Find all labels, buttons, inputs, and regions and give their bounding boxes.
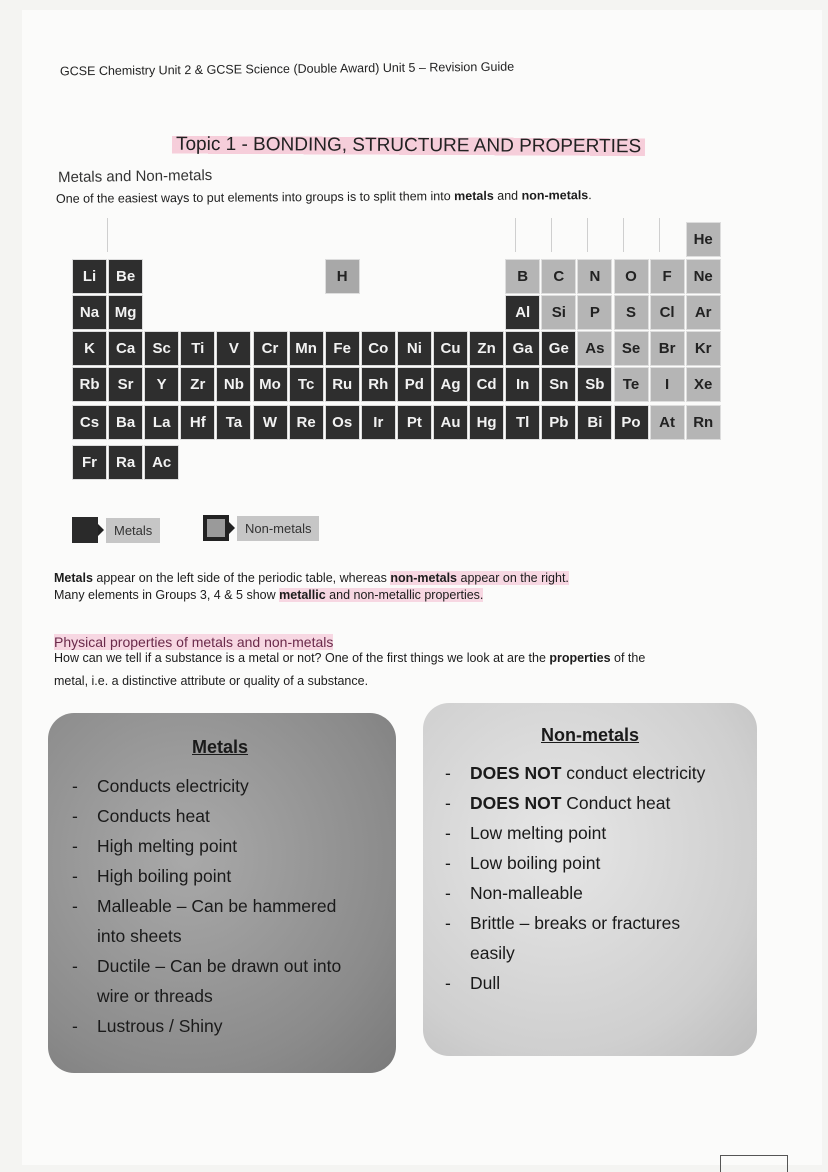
- element-cell-rn: Rn: [686, 405, 721, 440]
- element-cell-os: Os: [325, 405, 360, 440]
- list-item: - High melting point: [72, 831, 341, 861]
- element-cell-sb: Sb: [577, 367, 612, 402]
- item-text: conduct electricity: [561, 763, 706, 783]
- item-text: Conduct heat: [561, 793, 671, 813]
- element-cell-k: K: [72, 331, 107, 366]
- element-cell-i: I: [650, 367, 685, 402]
- element-cell-re: Re: [289, 405, 324, 440]
- list-item: - Dull: [445, 968, 705, 998]
- arrow-icon: [229, 522, 235, 534]
- grid-line: [551, 218, 552, 252]
- element-cell-ti: Ti: [180, 331, 215, 366]
- summary-bold: non-metals: [390, 571, 458, 585]
- list-item-continuation: easily: [470, 943, 515, 963]
- list-item: - Non-malleable: [445, 878, 705, 908]
- summary-text: appear on the right.: [457, 571, 569, 585]
- summary-text: appear on the left side of the periodic table, whereas: [92, 571, 391, 585]
- element-cell-cd: Cd: [469, 367, 504, 402]
- element-cell-cs: Cs: [72, 405, 107, 440]
- element-cell-zr: Zr: [180, 367, 215, 402]
- element-cell-na: Na: [72, 295, 107, 330]
- arrow-icon: [98, 524, 104, 536]
- list-item-continuation: into sheets: [97, 926, 182, 946]
- legend-label-metals: Metals: [106, 518, 160, 543]
- list-item: - Low boiling point: [445, 848, 705, 878]
- summary-highlight: [279, 588, 483, 602]
- physical-properties-heading: Physical properties of metals and non-metals: [54, 634, 334, 650]
- element-cell-se: Se: [614, 331, 649, 366]
- element-cell-cl: Cl: [650, 295, 685, 330]
- element-cell-sc: Sc: [144, 331, 179, 366]
- element-cell-ca: Ca: [108, 331, 143, 366]
- element-cell-ta: Ta: [216, 405, 251, 440]
- element-cell-cr: Cr: [253, 331, 288, 366]
- list-item: - Conducts heat: [72, 801, 341, 831]
- element-cell-mo: Mo: [253, 367, 288, 402]
- element-cell-s: S: [614, 295, 649, 330]
- element-cell-ba: Ba: [108, 405, 143, 440]
- list-item: - Malleable – Can be hammered: [72, 891, 341, 921]
- section-heading-physical-properties: [54, 634, 333, 650]
- element-cell-sr: Sr: [108, 367, 143, 402]
- element-cell-si: Si: [541, 295, 576, 330]
- grid-line: [107, 218, 108, 252]
- element-cell-h: H: [325, 259, 360, 294]
- summary-text: Many elements in Groups 3, 4 & 5 show: [54, 588, 280, 602]
- running-header: GCSE Chemistry Unit 2 & GCSE Science (Double Award) Unit 5 – Revision Guide: [59, 59, 515, 79]
- element-cell-f: F: [650, 259, 685, 294]
- legend-label-nonmetals: Non-metals: [237, 516, 319, 541]
- metals-card-title: Metals: [192, 737, 249, 757]
- element-cell-au: Au: [433, 405, 468, 440]
- grid-line: [659, 218, 660, 252]
- element-cell-br: Br: [650, 331, 685, 366]
- element-cell-ar: Ar: [686, 295, 721, 330]
- element-cell-ac: Ac: [144, 445, 179, 480]
- para-bold: properties: [549, 651, 611, 665]
- element-cell-v: V: [216, 331, 251, 366]
- element-cell-be: Be: [108, 259, 143, 294]
- element-cell-pd: Pd: [397, 367, 432, 402]
- element-cell-ni: Ni: [397, 331, 432, 366]
- element-cell-in: In: [505, 367, 540, 402]
- element-cell-mn: Mn: [289, 331, 324, 366]
- list-item: [445, 758, 705, 788]
- intro-text: One of the easiest ways to put elements into groups is to split them into: [55, 189, 455, 206]
- element-cell-rh: Rh: [361, 367, 396, 402]
- topic-title: Topic 1 - BONDING, STRUCTURE AND PROPERTIES: [172, 134, 645, 158]
- element-cell-ag: Ag: [433, 367, 468, 402]
- list-item: - Ductile – Can be drawn out into: [72, 951, 341, 981]
- summary-bold: metallic: [279, 588, 326, 602]
- element-cell-tc: Tc: [289, 367, 324, 402]
- element-cell-li: Li: [72, 259, 107, 294]
- element-cell-cu: Cu: [433, 331, 468, 366]
- element-cell-la: La: [144, 405, 179, 440]
- element-cell-xe: Xe: [686, 367, 721, 402]
- element-cell-hg: Hg: [469, 405, 504, 440]
- legend-metals: [72, 517, 160, 543]
- list-item-continuation: wire or threads: [97, 986, 213, 1006]
- element-cell-he: He: [686, 222, 721, 257]
- element-cell-as: As: [577, 331, 612, 366]
- element-cell-c: C: [541, 259, 576, 294]
- intro-text: and: [493, 188, 522, 203]
- bold-text: DOES NOT: [470, 763, 562, 783]
- element-cell-po: Po: [614, 405, 649, 440]
- element-cell-sn: Sn: [541, 367, 576, 402]
- grid-line: [515, 218, 516, 252]
- element-cell-co: Co: [361, 331, 396, 366]
- list-item: - Lustrous / Shiny: [72, 1011, 341, 1041]
- legend-nonmetals: [203, 515, 319, 541]
- metals-properties-list: [72, 771, 341, 1041]
- summary-text: and non-metallic properties.: [325, 588, 484, 602]
- properties-paragraph-line-2: metal, i.e. a distinctive attribute or quality of a substance.: [54, 674, 369, 688]
- element-cell-nb: Nb: [216, 367, 251, 402]
- element-cell-o: O: [614, 259, 649, 294]
- element-cell-ra: Ra: [108, 445, 143, 480]
- summary-bold: Metals: [54, 571, 93, 585]
- para-text: How can we tell if a substance is a metal or not? One of the first things we look at are the: [54, 651, 550, 665]
- nonmetal-swatch-icon: [203, 515, 229, 541]
- intro-text: .: [588, 188, 592, 203]
- list-item: [445, 788, 705, 818]
- grid-line: [587, 218, 588, 252]
- summary-line-1: [54, 571, 569, 585]
- list-item: - Conducts electricity: [72, 771, 341, 801]
- metal-swatch-icon: [72, 517, 98, 543]
- list-item: - Low melting point: [445, 818, 705, 848]
- element-cell-ga: Ga: [505, 331, 540, 366]
- element-cell-kr: Kr: [686, 331, 721, 366]
- metals-properties-card: [48, 713, 396, 1073]
- element-cell-ir: Ir: [361, 405, 396, 440]
- element-cell-bi: Bi: [577, 405, 612, 440]
- properties-paragraph-line-1: [54, 651, 645, 665]
- intro-bold-nonmetals: non-metals: [521, 188, 589, 203]
- element-cell-mg: Mg: [108, 295, 143, 330]
- element-cell-b: B: [505, 259, 540, 294]
- bold-text: DOES NOT: [470, 793, 562, 813]
- element-cell-zn: Zn: [469, 331, 504, 366]
- element-cell-at: At: [650, 405, 685, 440]
- nonmetals-card-title: Non-metals: [541, 725, 640, 745]
- grid-line: [623, 218, 624, 252]
- element-cell-w: W: [253, 405, 288, 440]
- nonmetals-properties-list: [445, 758, 705, 998]
- element-cell-fe: Fe: [325, 331, 360, 366]
- element-cell-pb: Pb: [541, 405, 576, 440]
- element-cell-p: P: [577, 295, 612, 330]
- page-number-box: [720, 1155, 788, 1172]
- element-cell-rb: Rb: [72, 367, 107, 402]
- element-cell-al: Al: [505, 295, 540, 330]
- element-cell-ru: Ru: [325, 367, 360, 402]
- element-cell-tl: Tl: [505, 405, 540, 440]
- summary-line-2: [54, 588, 483, 602]
- element-cell-n: N: [577, 259, 612, 294]
- nonmetals-properties-card: [423, 703, 757, 1056]
- summary-highlight: [390, 571, 569, 585]
- element-cell-fr: Fr: [72, 445, 107, 480]
- element-cell-hf: Hf: [180, 405, 215, 440]
- element-cell-te: Te: [614, 367, 649, 402]
- element-cell-pt: Pt: [397, 405, 432, 440]
- list-item: - High boiling point: [72, 861, 341, 891]
- element-cell-ne: Ne: [686, 259, 721, 294]
- intro-bold-metals: metals: [454, 188, 494, 204]
- para-text: of the: [610, 651, 646, 665]
- element-cell-y: Y: [144, 367, 179, 402]
- element-cell-ge: Ge: [541, 331, 576, 366]
- section-heading-metals-nonmetals: Metals and Non-metals: [57, 166, 213, 187]
- list-item: - Brittle – breaks or fractures: [445, 908, 705, 938]
